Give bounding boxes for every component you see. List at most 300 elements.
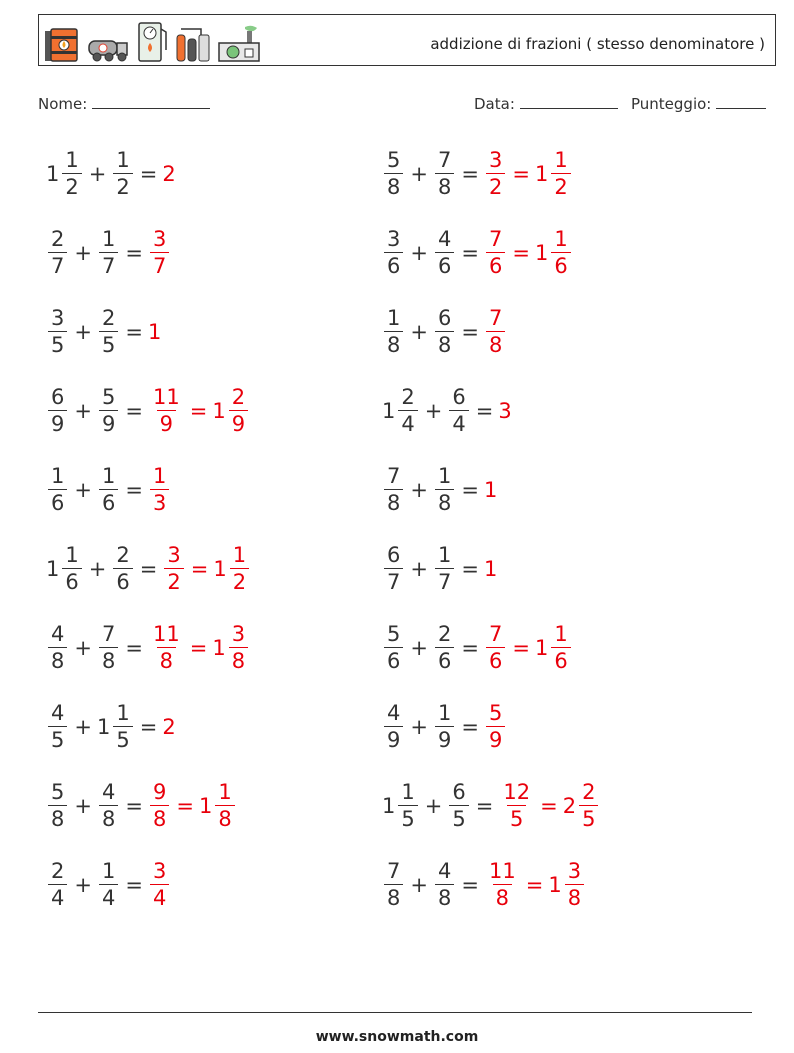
answer-whole: 1: [534, 636, 549, 660]
equals-sign: =: [125, 241, 143, 265]
equals-sign: =: [176, 794, 194, 818]
term-numerator: 5: [387, 148, 401, 172]
term-denominator: 7: [48, 252, 67, 277]
term-fraction: [99, 782, 118, 830]
answer-denominator: 2: [164, 568, 183, 593]
term-numerator: 1: [65, 148, 79, 172]
term-number: [46, 703, 69, 751]
term-numerator: 7: [437, 148, 452, 172]
term-denominator: 2: [113, 173, 132, 198]
term-denominator: 4: [99, 884, 118, 909]
term-number: [97, 229, 120, 277]
answer-fraction: [486, 624, 505, 672]
answer-number: [484, 557, 498, 581]
term-numerator: 6: [452, 385, 466, 409]
term-fraction: [99, 229, 118, 277]
answer-denominator: 2: [230, 568, 249, 593]
problem-row: [46, 537, 251, 601]
term-number: [46, 466, 69, 514]
term-number: [97, 861, 120, 909]
problem-row: [46, 221, 171, 285]
answer-fraction: [215, 782, 234, 830]
term-numerator: 1: [116, 148, 130, 172]
term-numerator: 6: [452, 780, 466, 804]
answer-whole: 1: [212, 636, 226, 660]
term-numerator: 1: [51, 464, 65, 488]
answer-number: [199, 782, 237, 830]
score-line[interactable]: [716, 94, 766, 109]
term-number: [433, 229, 456, 277]
term-whole: 1: [46, 162, 60, 186]
answer-fraction: [164, 545, 183, 593]
answer-denominator: 7: [150, 252, 169, 277]
term-number: [382, 624, 405, 672]
problem-row: [382, 142, 573, 206]
term-fraction: [449, 387, 468, 435]
equals-sign: =: [461, 320, 479, 344]
term-fraction: [62, 545, 81, 593]
oil-barrel-icon: [43, 27, 83, 63]
equals-sign: =: [125, 399, 143, 423]
term-denominator: 4: [398, 410, 417, 435]
plus-sign: +: [424, 794, 443, 818]
answer-denominator: 3: [150, 489, 169, 514]
answer-denominator: 9: [229, 410, 248, 435]
answer-number: [148, 229, 171, 277]
term-fraction: [398, 782, 417, 830]
term-number: [46, 545, 84, 593]
date-line[interactable]: [520, 94, 618, 109]
answer-numerator: 1: [232, 543, 247, 567]
term-denominator: 5: [449, 805, 468, 830]
score-field: [631, 94, 766, 113]
term-denominator: 6: [384, 252, 403, 277]
term-number: [97, 782, 120, 830]
answer-numerator: 3: [488, 148, 503, 172]
term-numerator: 1: [387, 306, 401, 330]
answer-fraction: [150, 387, 183, 435]
term-numerator: 1: [437, 464, 452, 488]
term-numerator: 7: [387, 859, 401, 883]
term-number: [97, 703, 135, 751]
term-fraction: [384, 229, 403, 277]
equals-sign: =: [189, 399, 208, 423]
answer-denominator: 9: [157, 410, 176, 435]
term-denominator: 8: [48, 805, 67, 830]
term-denominator: 2: [62, 173, 81, 198]
answer-denominator: 8: [565, 884, 584, 909]
problem-row: [46, 458, 171, 522]
problem-row: [46, 142, 177, 206]
problem-row: [46, 379, 250, 443]
equals-sign: =: [125, 794, 143, 818]
answer-number: [498, 399, 512, 423]
term-fraction: [99, 861, 118, 909]
answer-whole: 1: [548, 873, 562, 897]
answer-whole: 1: [198, 794, 213, 818]
answer-numerator: 1: [554, 622, 568, 646]
term-number: [433, 308, 456, 356]
term-number: [382, 703, 405, 751]
plus-sign: +: [74, 636, 92, 660]
term-denominator: 8: [384, 331, 403, 356]
equals-sign: =: [189, 636, 208, 660]
equals-sign: =: [190, 557, 209, 581]
plus-sign: +: [410, 241, 428, 265]
answer-whole: 1: [212, 399, 226, 423]
score-label: Punteggio:: [631, 95, 712, 113]
plus-sign: +: [74, 320, 92, 344]
answer-whole: 1: [147, 320, 162, 344]
term-denominator: 6: [113, 568, 132, 593]
term-fraction: [48, 861, 67, 909]
term-whole: 1: [382, 794, 396, 818]
term-numerator: 4: [51, 622, 65, 646]
term-numerator: 2: [51, 859, 65, 883]
answer-number: [535, 150, 573, 198]
answer-numerator: 2: [231, 385, 246, 409]
term-denominator: 5: [99, 331, 118, 356]
term-number: [447, 782, 470, 830]
plus-sign: +: [410, 557, 428, 581]
term-number: [46, 229, 69, 277]
answer-numerator: 1: [218, 780, 232, 804]
answer-numerator: 1: [152, 464, 167, 488]
answer-denominator: 6: [486, 647, 505, 672]
equals-sign: =: [461, 557, 479, 581]
answer-numerator: 3: [152, 859, 167, 883]
equals-sign: =: [125, 320, 143, 344]
term-denominator: 6: [384, 647, 403, 672]
plus-sign: +: [424, 399, 443, 423]
equals-sign: =: [461, 162, 479, 186]
term-numerator: 4: [387, 701, 401, 725]
term-fraction: [99, 624, 118, 672]
answer-denominator: 8: [486, 331, 505, 356]
answer-numerator: 7: [488, 622, 503, 646]
term-numerator: 6: [437, 306, 452, 330]
term-fraction: [435, 703, 454, 751]
term-denominator: 5: [398, 805, 417, 830]
term-fraction: [48, 782, 67, 830]
plus-sign: +: [410, 715, 428, 739]
term-fraction: [384, 703, 403, 751]
term-fraction: [384, 308, 403, 356]
term-fraction: [48, 703, 67, 751]
answer-fraction: [486, 703, 505, 751]
answer-numerator: 12: [503, 780, 531, 804]
term-numerator: 4: [437, 227, 452, 251]
answer-numerator: 7: [488, 306, 503, 330]
term-number: [433, 703, 456, 751]
name-field: [38, 94, 210, 113]
answer-whole: 2: [562, 794, 577, 818]
term-number: [447, 387, 470, 435]
answer-number: [148, 320, 162, 344]
term-numerator: 7: [101, 622, 116, 646]
term-number: [382, 387, 420, 435]
term-number: [46, 308, 69, 356]
equals-sign: =: [461, 715, 479, 739]
answer-denominator: 8: [493, 884, 512, 909]
term-denominator: 8: [99, 647, 118, 672]
problem-row: [382, 300, 507, 364]
date-field: [474, 94, 618, 113]
term-fraction: [48, 308, 67, 356]
problem-row: [46, 616, 250, 680]
answer-number: [484, 703, 507, 751]
term-numerator: 1: [101, 859, 116, 883]
answer-fraction: [150, 782, 169, 830]
term-numerator: 1: [101, 464, 116, 488]
answer-number: [484, 229, 507, 277]
term-fraction: [398, 387, 417, 435]
answer-number: [148, 861, 171, 909]
term-numerator: 1: [65, 543, 79, 567]
term-number: [433, 545, 456, 593]
answer-number: [484, 478, 498, 502]
answer-fraction: [500, 782, 533, 830]
answer-numerator: 11: [152, 385, 180, 409]
term-numerator: 2: [101, 306, 116, 330]
term-number: [433, 150, 456, 198]
fuel-pump-icon: [135, 19, 169, 63]
term-numerator: 6: [387, 543, 401, 567]
problem-row: [382, 616, 573, 680]
answer-fraction: [150, 861, 169, 909]
term-number: [46, 387, 69, 435]
term-number: [46, 782, 69, 830]
term-number: [46, 150, 84, 198]
term-numerator: 2: [401, 385, 415, 409]
answer-number: [212, 387, 250, 435]
term-denominator: 9: [99, 410, 118, 435]
answer-denominator: 2: [486, 173, 505, 198]
footer-divider: [38, 1012, 752, 1013]
answer-numerator: 7: [488, 227, 503, 251]
answer-fraction: [551, 150, 570, 198]
problem-row: [382, 695, 507, 759]
term-fraction: [99, 308, 118, 356]
answer-fraction: [579, 782, 598, 830]
term-numerator: 1: [437, 543, 452, 567]
term-numerator: 7: [387, 464, 401, 488]
term-denominator: 9: [48, 410, 67, 435]
answer-whole: 1: [534, 162, 549, 186]
plus-sign: +: [88, 162, 107, 186]
equals-sign: =: [475, 399, 494, 423]
gas-cylinders-icon: [173, 23, 213, 63]
term-number: [382, 545, 405, 593]
problem-row: [382, 379, 513, 443]
term-number: [97, 624, 120, 672]
plus-sign: +: [410, 873, 428, 897]
term-whole: 1: [96, 715, 111, 739]
term-fraction: [384, 861, 403, 909]
term-numerator: 1: [437, 701, 452, 725]
term-denominator: 8: [435, 884, 454, 909]
answer-denominator: 8: [157, 647, 176, 672]
term-number: [97, 308, 120, 356]
term-denominator: 6: [435, 647, 454, 672]
term-denominator: 9: [435, 726, 454, 751]
term-denominator: 4: [449, 410, 468, 435]
answer-numerator: 3: [152, 227, 167, 251]
factory-icon: [217, 23, 261, 63]
answer-fraction: [551, 229, 570, 277]
equals-sign: =: [512, 162, 530, 186]
tanker-truck-icon: [87, 33, 131, 63]
answer-fraction: [551, 624, 570, 672]
answer-fraction: [229, 624, 248, 672]
term-numerator: 3: [51, 306, 65, 330]
plus-sign: +: [74, 715, 92, 739]
term-number: [382, 150, 405, 198]
term-denominator: 8: [384, 884, 403, 909]
term-number: [97, 387, 120, 435]
term-number: [382, 466, 405, 514]
equals-sign: =: [475, 794, 494, 818]
answer-denominator: 2: [551, 173, 570, 198]
term-denominator: 5: [48, 726, 67, 751]
term-denominator: 8: [435, 489, 454, 514]
equals-sign: =: [461, 241, 479, 265]
term-number: [382, 308, 405, 356]
term-denominator: 6: [435, 252, 454, 277]
answer-whole: 1: [534, 241, 549, 265]
answer-denominator: 9: [486, 726, 505, 751]
answer-numerator: 1: [554, 148, 568, 172]
term-fraction: [99, 387, 118, 435]
equals-sign: =: [125, 478, 143, 502]
term-fraction: [384, 466, 403, 514]
term-denominator: 7: [435, 568, 454, 593]
term-numerator: 4: [51, 701, 65, 725]
problem-row: [46, 300, 162, 364]
term-number: [433, 861, 456, 909]
name-label: Nome:: [38, 95, 88, 113]
term-numerator: 4: [101, 780, 116, 804]
answer-denominator: 8: [229, 647, 248, 672]
answer-fraction: [230, 545, 249, 593]
term-fraction: [113, 150, 132, 198]
term-denominator: 7: [99, 252, 118, 277]
term-number: [111, 150, 134, 198]
plus-sign: +: [74, 241, 92, 265]
problem-row: [382, 221, 573, 285]
term-denominator: 5: [113, 726, 132, 751]
equals-sign: =: [461, 636, 479, 660]
problem-row: [382, 853, 586, 917]
problem-row: [46, 695, 177, 759]
answer-number: [148, 782, 171, 830]
equals-sign: =: [139, 162, 158, 186]
term-fraction: [449, 782, 468, 830]
answer-denominator: 8: [215, 805, 234, 830]
problem-row: [46, 774, 237, 838]
answer-denominator: 4: [150, 884, 169, 909]
plus-sign: +: [74, 873, 92, 897]
term-numerator: 2: [437, 622, 452, 646]
term-number: [382, 782, 420, 830]
answer-number: [484, 308, 507, 356]
term-numerator: 2: [51, 227, 65, 251]
term-number: [433, 466, 456, 514]
term-fraction: [48, 624, 67, 672]
answer-whole: 1: [483, 557, 498, 581]
answer-denominator: 6: [551, 252, 570, 277]
term-denominator: 6: [99, 489, 118, 514]
term-fraction: [435, 308, 454, 356]
term-fraction: [113, 545, 132, 593]
answer-fraction: [150, 466, 169, 514]
term-whole: 1: [382, 399, 396, 423]
term-numerator: 5: [51, 780, 65, 804]
term-denominator: 8: [435, 173, 454, 198]
plus-sign: +: [74, 478, 92, 502]
answer-numerator: 5: [488, 701, 503, 725]
term-fraction: [435, 861, 454, 909]
term-numerator: 1: [116, 701, 130, 725]
term-numerator: 6: [51, 385, 65, 409]
answer-numerator: 3: [231, 622, 246, 646]
date-label: Data:: [474, 95, 515, 113]
answer-number: [162, 162, 176, 186]
term-number: [46, 624, 69, 672]
answer-whole: 2: [162, 715, 176, 739]
answer-numerator: 2: [582, 780, 596, 804]
answer-numerator: 11: [152, 622, 180, 646]
plus-sign: +: [410, 478, 428, 502]
answer-number: [484, 861, 521, 909]
problem-row: [382, 774, 600, 838]
answer-whole: 3: [498, 399, 512, 423]
answer-number: [213, 545, 251, 593]
answer-whole: 1: [483, 478, 498, 502]
term-denominator: 7: [384, 568, 403, 593]
term-fraction: [48, 229, 67, 277]
answer-whole: 1: [213, 557, 227, 581]
term-number: [433, 624, 456, 672]
term-fraction: [384, 150, 403, 198]
answer-numerator: 9: [152, 780, 167, 804]
term-number: [97, 466, 120, 514]
answer-number: [548, 861, 586, 909]
name-line[interactable]: [92, 94, 210, 109]
term-fraction: [435, 545, 454, 593]
answer-number: [162, 715, 176, 739]
header-icons: [43, 19, 261, 63]
answer-fraction: [150, 624, 183, 672]
plus-sign: +: [74, 794, 92, 818]
term-denominator: 8: [48, 647, 67, 672]
term-fraction: [435, 229, 454, 277]
term-number: [46, 861, 69, 909]
term-denominator: 8: [99, 805, 118, 830]
term-denominator: 4: [48, 884, 67, 909]
answer-number: [563, 782, 601, 830]
equals-sign: =: [139, 557, 158, 581]
equals-sign: =: [125, 873, 143, 897]
term-numerator: 1: [401, 780, 415, 804]
answer-number: [148, 466, 171, 514]
answer-numerator: 3: [167, 543, 181, 567]
term-fraction: [48, 466, 67, 514]
term-fraction: [435, 624, 454, 672]
answer-number: [148, 387, 185, 435]
answer-number: [484, 150, 507, 198]
equals-sign: =: [139, 715, 158, 739]
